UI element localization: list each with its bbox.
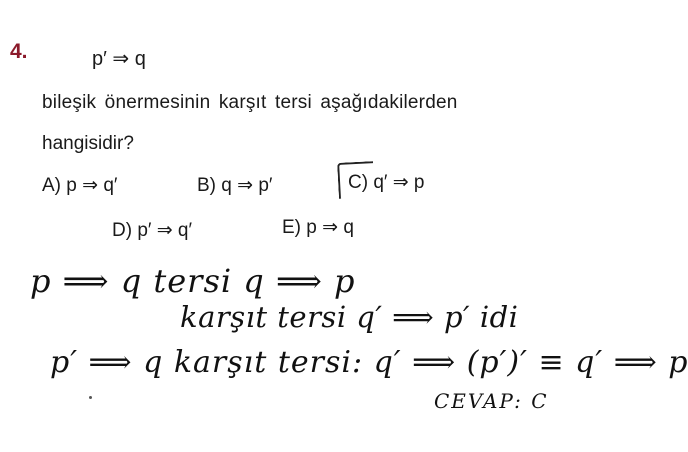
option-e[interactable]: E) p ⇒ q: [282, 217, 354, 238]
question-number: 4.: [10, 40, 28, 63]
option-c[interactable]: C) q′ ⇒ p: [348, 172, 425, 193]
question-text-line2: hangisidir?: [42, 133, 134, 154]
handwritten-note-line3: p′ ⟹ q karşıt tersi: q′ ⟹ (p′)′ ≡ q′ ⟹ p: [50, 345, 688, 380]
pen-dot: [89, 396, 92, 399]
question-formula: p′ ⇒ q: [92, 48, 146, 70]
option-b[interactable]: B) q ⇒ p′: [197, 175, 273, 196]
handwritten-note-line2: karşıt tersi q′ ⟹ p′ idi: [180, 300, 519, 334]
handwritten-note-line1: p ⟹ q tersi q ⟹ p: [30, 262, 356, 300]
option-a[interactable]: A) p ⇒ q′: [42, 175, 118, 196]
option-d[interactable]: D) p′ ⇒ q′: [112, 220, 193, 241]
question-text-line1: bileşik önermesinin karşıt tersi aşağıdakilerden: [42, 92, 458, 113]
handwritten-answer: CEVAP: C: [434, 389, 549, 413]
